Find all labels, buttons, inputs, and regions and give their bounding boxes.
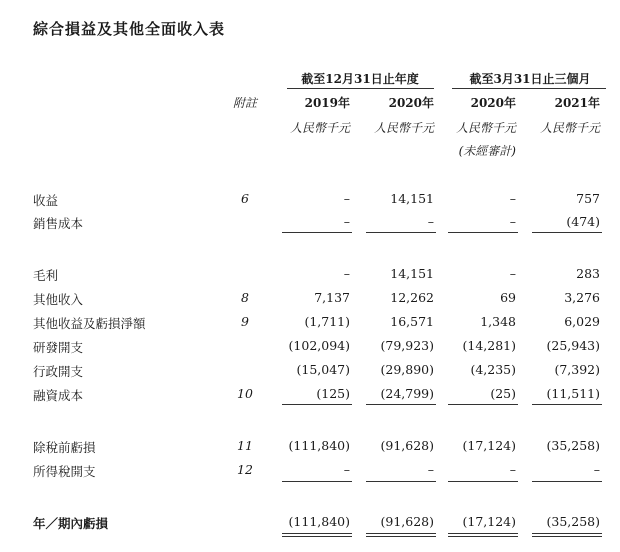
- row-label-rd-expenses: 研發開支: [33, 340, 84, 355]
- row-label-finance-costs: 融資成本: [33, 388, 84, 403]
- row-label-loss-for-period: 年／期內虧損: [33, 516, 109, 531]
- table-cell: 7,137: [314, 290, 350, 305]
- rule-double: [282, 533, 352, 537]
- row-label-income-tax: 所得稅開支: [33, 464, 96, 479]
- rule-single: [532, 232, 602, 233]
- unit-header-col3: 人民幣千元: [455, 121, 516, 135]
- table-cell: (25,943): [546, 338, 600, 353]
- row-note: 8: [241, 290, 249, 305]
- unaudited-note: (未經審計): [458, 144, 516, 158]
- table-cell: –: [343, 462, 350, 477]
- row-label-other-income: 其他收入: [33, 292, 84, 307]
- note-column-header: 附註: [232, 96, 257, 110]
- rule-single: [448, 481, 518, 482]
- table-cell: 69: [500, 290, 516, 305]
- table-cell: 14,151: [390, 191, 434, 206]
- group-header-quarter: 截至3月31日止三個月: [469, 72, 591, 86]
- table-cell: 1,348: [480, 314, 516, 329]
- table-cell: 283: [576, 266, 600, 281]
- table-cell: (7,392): [554, 362, 600, 377]
- rule-double: [366, 533, 436, 537]
- rule-single: [282, 481, 352, 482]
- rule-single: [366, 232, 436, 233]
- table-cell: (14,281): [462, 338, 516, 353]
- unit-header-col4: 人民幣千元: [539, 121, 600, 135]
- row-label-admin-expenses: 行政開支: [33, 364, 84, 379]
- rule-single: [366, 481, 436, 482]
- row-label-cost-of-sales: 銷售成本: [33, 216, 84, 231]
- row-note: 6: [241, 191, 249, 206]
- group-rule-annual: [287, 88, 434, 89]
- rule-single: [448, 232, 518, 233]
- row-note: 9: [241, 314, 249, 329]
- table-cell: (29,890): [380, 362, 434, 377]
- row-label-revenue: 收益: [33, 193, 59, 208]
- unit-header-col2: 人民幣千元: [373, 121, 434, 135]
- table-cell: –: [593, 462, 600, 477]
- table-cell: (4,235): [470, 362, 516, 377]
- table-cell: –: [427, 214, 434, 229]
- year-header-col2: 2020年: [388, 96, 434, 110]
- table-cell: (79,923): [380, 338, 434, 353]
- table-cell: (35,258): [546, 438, 600, 453]
- table-cell: –: [343, 266, 350, 281]
- table-cell: (25): [490, 386, 516, 401]
- table-cell: (24,799): [380, 386, 434, 401]
- group-header-annual: 截至12月31日止年度: [301, 72, 419, 86]
- table-cell: –: [509, 266, 516, 281]
- unit-header-col1: 人民幣千元: [289, 121, 350, 135]
- row-note: 11: [237, 438, 253, 453]
- rule-double: [448, 533, 518, 537]
- rule-single: [532, 404, 602, 405]
- table-cell: –: [509, 462, 516, 477]
- page-title: 綜合損益及其他全面收入表: [33, 20, 226, 38]
- table-cell: –: [427, 462, 434, 477]
- year-header-col3: 2020年: [470, 96, 516, 110]
- table-cell: –: [343, 214, 350, 229]
- table-cell: 6,029: [564, 314, 600, 329]
- rule-single: [532, 481, 602, 482]
- group-rule-quarter: [452, 88, 606, 89]
- rule-single: [448, 404, 518, 405]
- rule-single: [366, 404, 436, 405]
- row-label-loss-before-tax: 除稅前虧損: [33, 440, 96, 455]
- table-cell: –: [509, 191, 516, 206]
- table-cell: (15,047): [296, 362, 350, 377]
- table-cell: (17,124): [462, 438, 516, 453]
- table-cell: (102,094): [288, 338, 350, 353]
- table-cell: (125): [316, 386, 350, 401]
- table-cell: (474): [566, 214, 600, 229]
- row-label-other-gains-losses: 其他收益及虧損淨額: [33, 316, 146, 331]
- table-cell: (91,628): [380, 438, 434, 453]
- table-cell: (1,711): [304, 314, 350, 329]
- table-cell: (35,258): [546, 514, 600, 529]
- table-cell: 757: [576, 191, 600, 206]
- table-cell: (11,511): [546, 386, 600, 401]
- row-note: 12: [237, 462, 253, 477]
- table-cell: (91,628): [380, 514, 434, 529]
- table-cell: –: [343, 191, 350, 206]
- row-note: 10: [237, 386, 253, 401]
- table-cell: 14,151: [390, 266, 434, 281]
- table-cell: 16,571: [390, 314, 434, 329]
- rule-double: [532, 533, 602, 537]
- rule-single: [282, 232, 352, 233]
- table-cell: 12,262: [390, 290, 434, 305]
- row-label-gross-profit: 毛利: [33, 268, 59, 283]
- year-header-col4: 2021年: [554, 96, 600, 110]
- rule-single: [282, 404, 352, 405]
- table-cell: (111,840): [288, 514, 350, 529]
- table-cell: (111,840): [288, 438, 350, 453]
- table-cell: 3,276: [564, 290, 600, 305]
- table-cell: –: [509, 214, 516, 229]
- year-header-col1: 2019年: [304, 96, 350, 110]
- table-cell: (17,124): [462, 514, 516, 529]
